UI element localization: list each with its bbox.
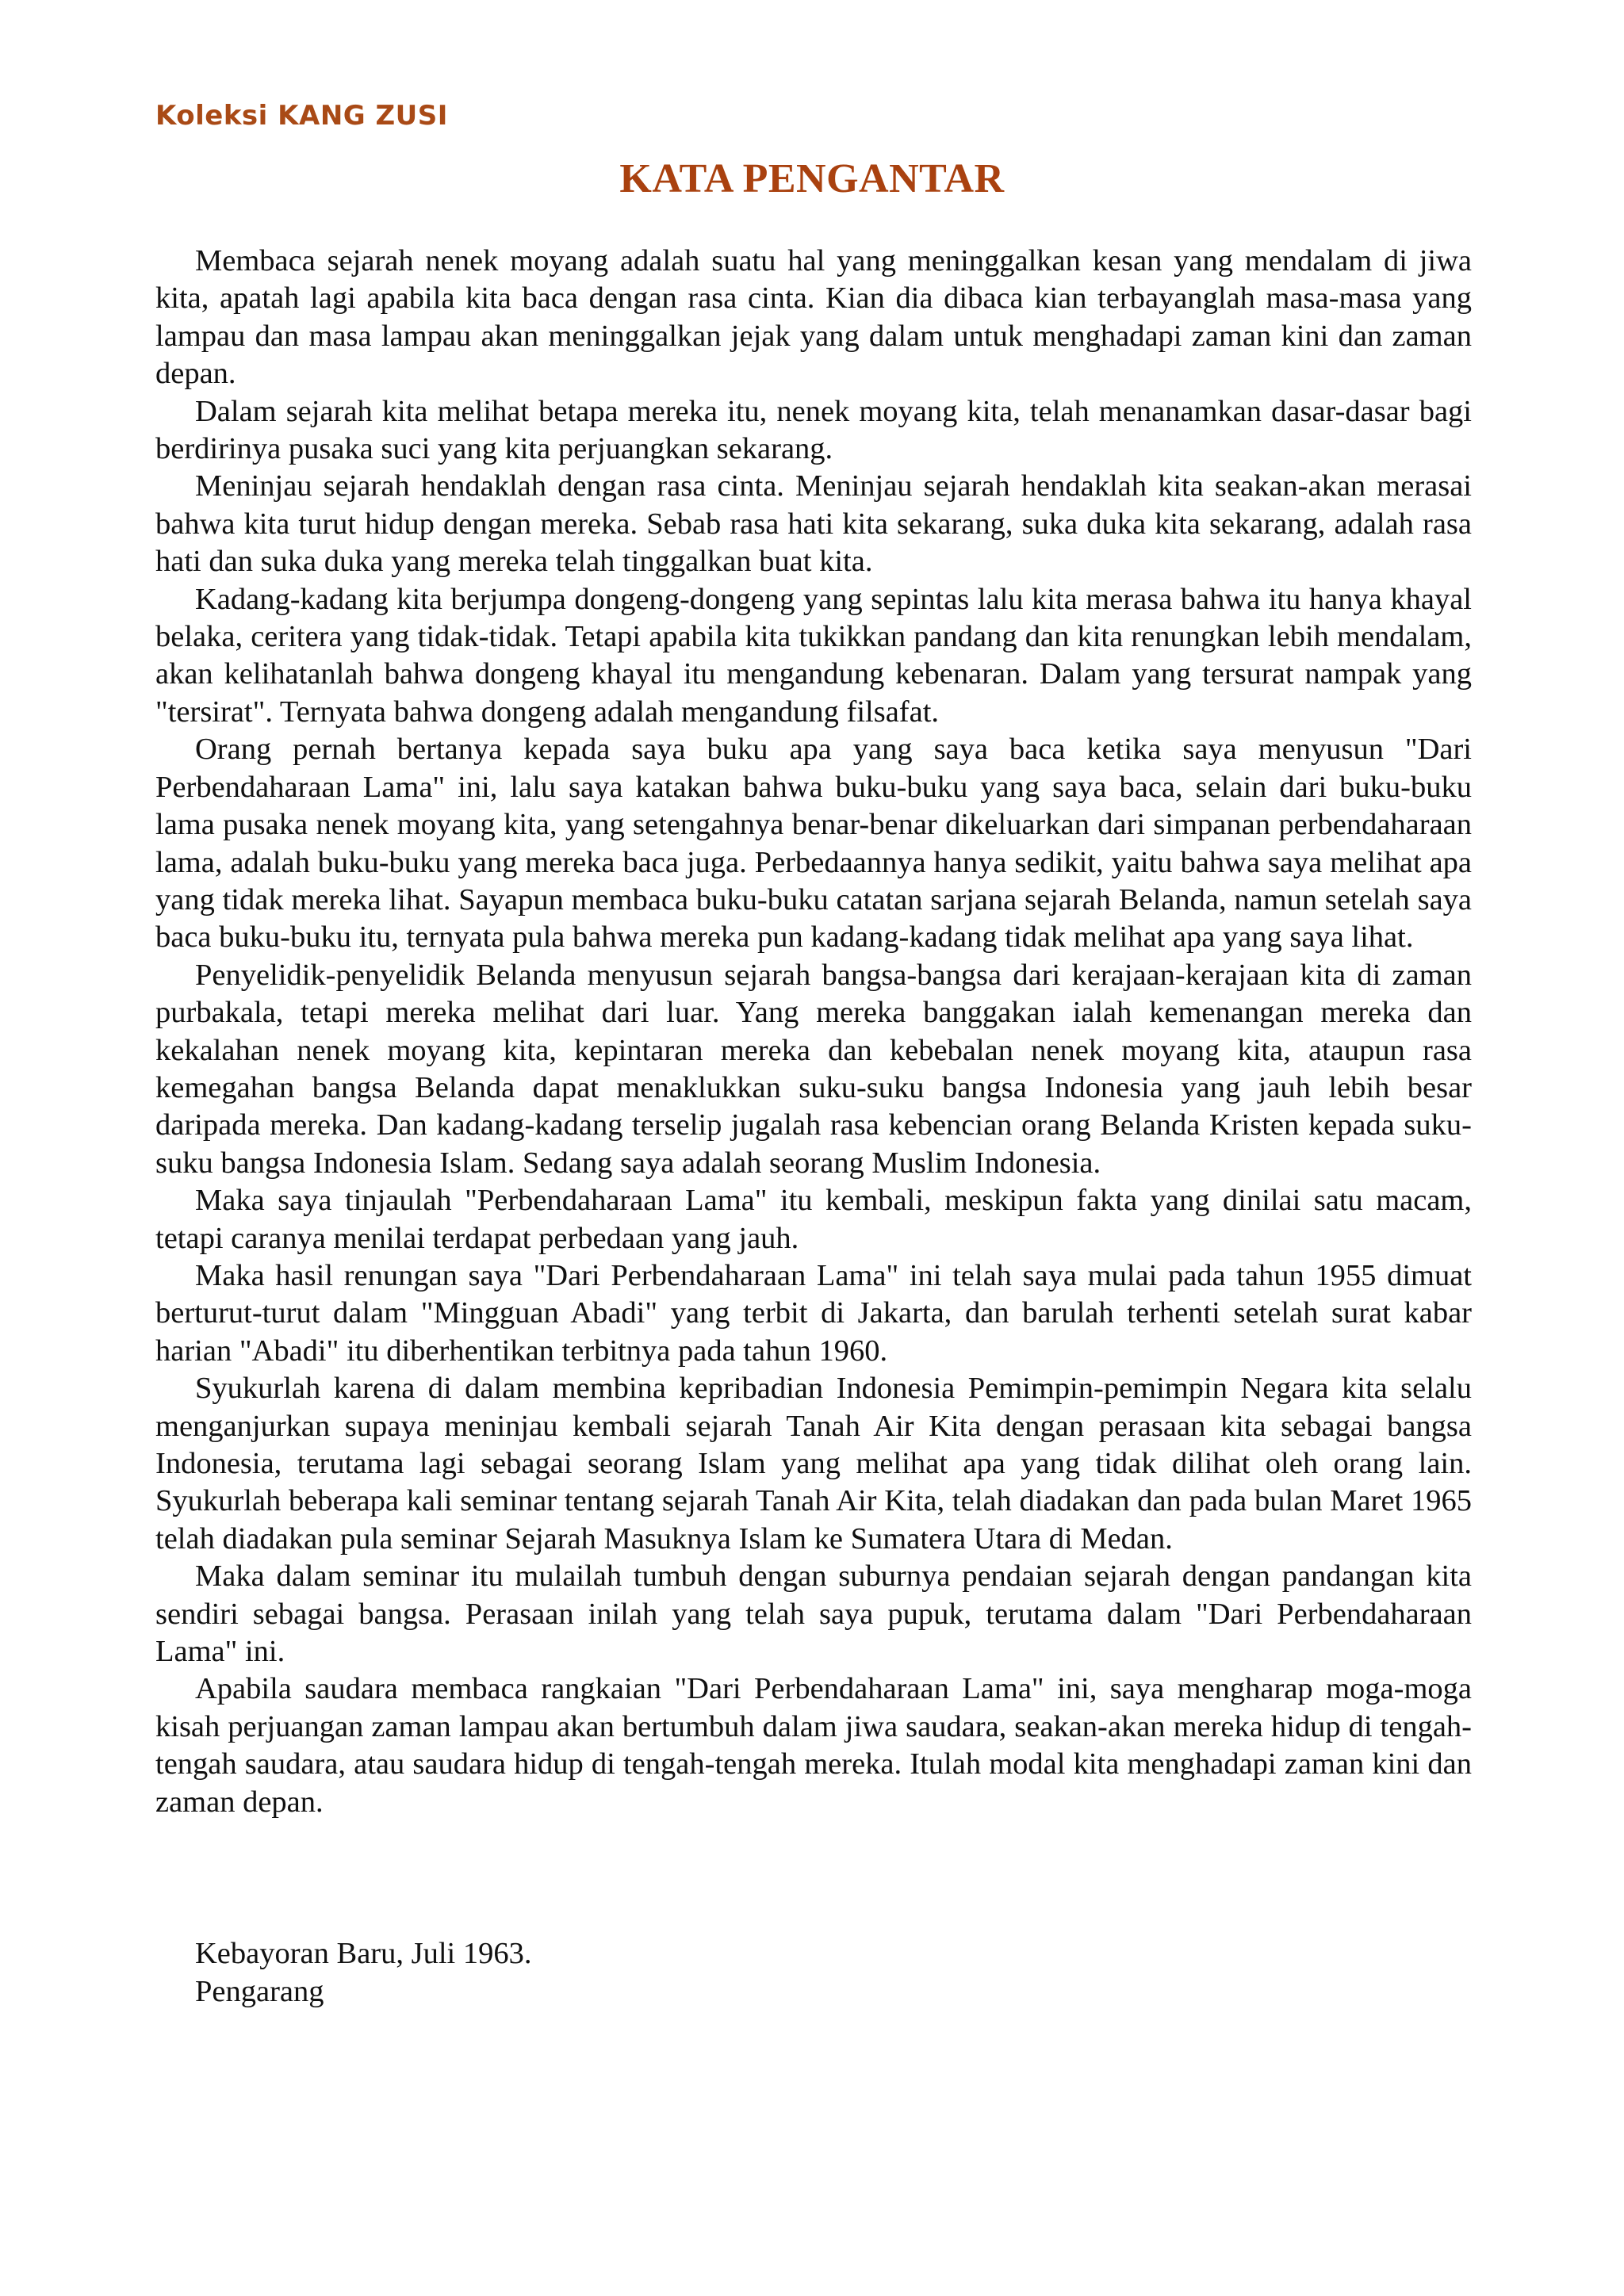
paragraph: Meninjau sejarah hendaklah dengan rasa cinta. Meninjau sejarah hendaklah kita seakan-akan merasai bahwa kita turut hidup dengan mereka. Sebab rasa hati kita sekarang, suka duka kita sekarang, adalah rasa hati dan suka duka yang mereka telah tinggalkan buat kita. xyxy=(155,469,1472,579)
paragraph: Penyelidik-penyelidik Belanda menyusun sejarah bangsa-bangsa dari kerajaan-kerajaan kita di zaman purbakala, tetapi mereka melihat dari luar. Yang mereka banggakan ialah kemenangan mereka dan kekalahan nenek moyang kita, kepintaran mereka dan kebebalan nenek moyang kita, ataupun rasa kemegahan bangsa Belanda dapat menaklukkan suku-suku bangsa Indonesia yang jauh lebih besar daripada mereka. Dan kadang-kadang terselip jugalah rasa kebencian orang Belanda Kristen kepada suku-suku bangsa Indonesia Islam. Sedang saya adalah seorang Muslim Indonesia. xyxy=(155,958,1472,1180)
paragraph: Orang pernah bertanya kepada saya buku apa yang saya baca ketika saya menyusun "Dari Perbendaharaan Lama" ini, lalu saya katakan bahwa buku-buku yang saya baca, selain dari buku-buku lama pusaka nenek moyang kita, yang setengahnya benar-benar dikeluarkan dari simpanan perbendaharaan lama, adalah buku-buku yang mereka baca juga. Perbedaannya hanya sedikit, yaitu bahwa saya melihat apa yang tidak mereka lihat. Sayapun membaca buku-buku catatan sarjana sejarah Belanda, namun setelah saya baca buku-buku itu, ternyata pula bahwa mereka pun kadang-kadang tidak melihat apa yang saya lihat. xyxy=(155,733,1472,955)
closing-block xyxy=(195,1934,531,2011)
paragraph: Dalam sejarah kita melihat betapa mereka itu, nenek moyang kita, telah menanamkan dasar-dasar bagi berdirinya pusaka suci yang kita perjuangkan sekarang. xyxy=(155,394,1472,466)
paragraph: Maka hasil renungan saya "Dari Perbendaharaan Lama" ini telah saya mulai pada tahun 1955 dimuat berturut-turut dalam "Mingguan Abadi" yang terbit di Jakarta, dan barulah terhenti setelah surat kabar harian "Abadi" itu diberhentikan terbitnya pada tahun 1960. xyxy=(155,1258,1472,1368)
paragraph: Maka dalam seminar itu mulailah tumbuh dengan suburnya pendaian sejarah dengan pandangan kita sendiri sebagai bangsa. Perasaan inilah yang telah saya pupuk, terutama dalam "Dari Perbendaharaan Lama" ini. xyxy=(155,1559,1472,1669)
place-date: Kebayoran Baru, Juli 1963. xyxy=(195,1937,532,1970)
paragraph: Syukurlah karena di dalam membina kepribadian Indonesia Pemimpin-pemimpin Negara kita selalu menganjurkan supaya meninjau kembali sejarah Tanah Air Kita dengan perasaan kita sebagai bangsa Indonesia, terutama lagi sebagai seorang Islam yang melihat apa yang tidak dilihat oleh orang lain. Syukurlah beberapa kali seminar tentang sejarah Tanah Air Kita, telah diadakan dan pada bulan Maret 1965 telah diadakan pula seminar Sejarah Masuknya Islam ke Sumatera Utara di Medan. xyxy=(155,1372,1472,1556)
paragraph: Membaca sejarah nenek moyang adalah suatu hal yang meninggalkan kesan yang mendalam di jiwa kita, apatah lagi apabila kita baca dengan rasa cinta. Kian dia dibaca kian terbayanglah masa-masa yang lampau dan masa lampau akan meninggalkan jejak yang dalam untuk menghadapi zaman kini dan zaman depan. xyxy=(155,244,1472,391)
body-text xyxy=(155,243,1472,1821)
page-title: KATA PENGANTAR xyxy=(619,156,1005,201)
paragraph: Maka saya tinjaulah "Perbendaharaan Lama" itu kembali, meskipun fakta yang dinilai satu macam, tetapi caranya menilai terdapat perbedaan yang jauh. xyxy=(155,1184,1472,1255)
paragraph: Apabila saudara membaca rangkaian "Dari Perbendaharaan Lama" ini, saya mengharap moga-moga kisah perjuangan zaman lampau akan bertumbuh dalam jiwa saudara, seakan-akan mereka hidup di tengah-tengah saudara, atau saudara hidup di tengah-tengah mereka. Itulah modal kita menghadapi zaman kini dan zaman depan. xyxy=(155,1672,1472,1819)
collection-label: Koleksi KANG ZUSI xyxy=(155,100,448,132)
paragraph: Kadang-kadang kita berjumpa dongeng-dongeng yang sepintas lalu kita merasa bahwa itu hanya khayal belaka, ceritera yang tidak-tidak. Tetapi apabila kita tukikkan pandang dan kita renungkan lebih mendalam, akan kelihatanlah bahwa dongeng khayal itu mengandung kebenaran. Dalam yang tersurat nampak yang "tersirat". Ternyata bahwa dongeng adalah mengandung filsafat. xyxy=(155,582,1472,729)
signature: Pengarang xyxy=(195,1975,324,2008)
